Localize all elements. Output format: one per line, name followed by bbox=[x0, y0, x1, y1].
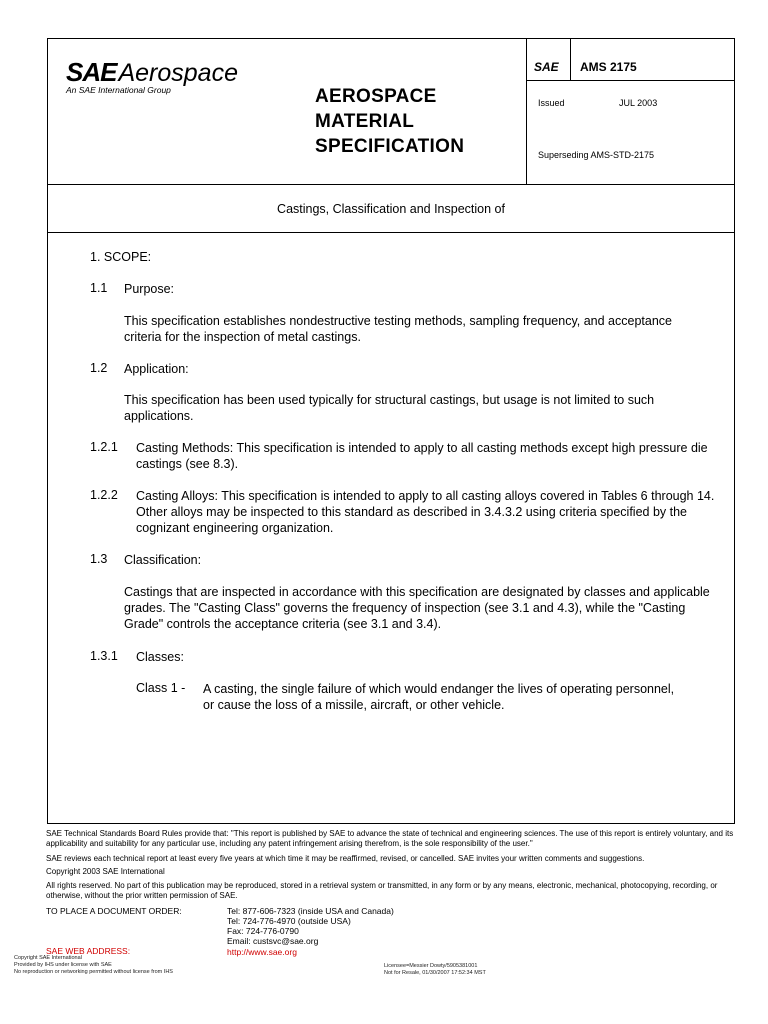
paragraph: This specification has been used typically for structural castings, but usage is not limited to such applications. bbox=[124, 393, 655, 423]
section-number: 1. SCOPE: bbox=[90, 250, 152, 264]
header-divider bbox=[47, 184, 735, 185]
header-divider-right bbox=[526, 80, 735, 81]
section-number: 1.3.1 bbox=[90, 649, 118, 663]
document-title: Castings, Classification and Inspection of bbox=[277, 202, 505, 216]
header-divider-vertical bbox=[526, 38, 527, 185]
section-number: 1.2.1 bbox=[90, 440, 118, 454]
sae-small-logo: SAE bbox=[534, 60, 559, 74]
section-heading: Purpose: bbox=[124, 282, 175, 296]
paragraph: Casting Alloys: This specification is intended to apply to all casting alloys covered in Tables 6 through 14. Other alloys may be inspected to this standard as described in 3.4.3.2 using criteria specified by the cognizant engineering organization. bbox=[136, 489, 715, 535]
paragraph: Castings that are inspected in accordance with this specification are designated by classes and applicable grades. The "Casting Class" governs the frequency of inspection (see 3.1 and 4.3), while the "Casting Grade" controls the acceptance criteria (see 3.1 and 3.4). bbox=[124, 585, 710, 631]
paragraph: Casting Methods: This specification is intended to apply to all casting methods except high pressure die castings (see 8.3). bbox=[136, 441, 708, 471]
issued-date: JUL 2003 bbox=[619, 98, 658, 108]
superseding-note: Superseding AMS-STD-2175 bbox=[538, 150, 655, 160]
contact-fax: Fax: 724-776-0790 bbox=[227, 926, 299, 936]
footer-reviews: SAE reviews each technical report at least every five years at which time it may be reaffirmed, revised, or cancelled. SAE invites your written comments and suggestions. bbox=[46, 854, 645, 863]
spec-title-line: MATERIAL bbox=[315, 111, 415, 132]
section-number: 1.1 bbox=[90, 281, 108, 295]
spec-title bbox=[315, 84, 464, 159]
contact-tel: Tel: 724-776-4970 (outside USA) bbox=[227, 916, 351, 926]
section-heading: Classification: bbox=[124, 553, 202, 567]
web-address-link[interactable]: http://www.sae.org bbox=[227, 947, 297, 957]
section-number: 1.2.2 bbox=[90, 488, 118, 502]
section-heading: Classes: bbox=[136, 650, 184, 664]
paragraph: A casting, the single failure of which would endanger the lives of operating personnel, or cause the loss of a missile, aircraft, or other vehicle. bbox=[203, 682, 675, 712]
spec-title-line: AEROSPACE bbox=[315, 86, 437, 107]
watermark-line: Not for Resale, 01/30/2007 17:52:34 MST bbox=[384, 970, 486, 976]
logo-aerospace: Aerospace bbox=[118, 59, 238, 87]
ams-number: AMS 2175 bbox=[580, 60, 637, 74]
web-address-label: SAE WEB ADDRESS: bbox=[46, 946, 131, 956]
watermark-line: Provided by IHS under license with SAE bbox=[14, 962, 112, 968]
logo-sae: SAE bbox=[66, 57, 117, 87]
spec-title-line: SPECIFICATION bbox=[315, 136, 465, 157]
section-number: 1.3 bbox=[90, 552, 108, 566]
logo-subtitle: An SAE International Group bbox=[66, 85, 171, 95]
watermark-line: Licensee=Messier Dowty/5905381001 bbox=[384, 963, 478, 969]
class-label: Class 1 - bbox=[136, 681, 186, 695]
watermark-right bbox=[384, 963, 486, 977]
watermark-left bbox=[14, 955, 173, 976]
header-divider-vertical-small bbox=[570, 38, 571, 80]
footer-rights: All rights reserved. No part of this publication may be reproduced, stored in a retrieval system or transmitted, in any form or by any means, electronic, mechanical, photocopying, recording, or otherwise, without the prior written permission of SAE. bbox=[46, 881, 718, 900]
section-heading: Application: bbox=[124, 362, 189, 376]
title-divider bbox=[47, 232, 735, 233]
issued-label: Issued bbox=[538, 98, 565, 108]
paragraph: This specification establishes nondestructive testing methods, sampling frequency, and acceptance criteria for the inspection of metal castings. bbox=[124, 314, 672, 344]
footer-copyright: Copyright 2003 SAE International bbox=[46, 867, 165, 876]
sae-aerospace-logo bbox=[66, 57, 238, 88]
order-label: TO PLACE A DOCUMENT ORDER: bbox=[46, 906, 182, 916]
section-number: 1.2 bbox=[90, 361, 108, 375]
contact-tel: Tel: 877-606-7323 (inside USA and Canada) bbox=[227, 906, 394, 916]
watermark-line: No reproduction or networking permitted without license from IHS bbox=[14, 969, 173, 975]
footer-rules: SAE Technical Standards Board Rules provide that: "This report is published by SAE to advance the state of technical and engineering sciences. The use of this report is entirely voluntary, and its applicability and suitability for any particular use, including any patent infringement arising therefrom, is the sole responsibility of the user." bbox=[46, 829, 734, 848]
contact-email[interactable]: Email: custsvc@sae.org bbox=[227, 936, 319, 946]
watermark-line: Copyright SAE International bbox=[14, 955, 82, 961]
